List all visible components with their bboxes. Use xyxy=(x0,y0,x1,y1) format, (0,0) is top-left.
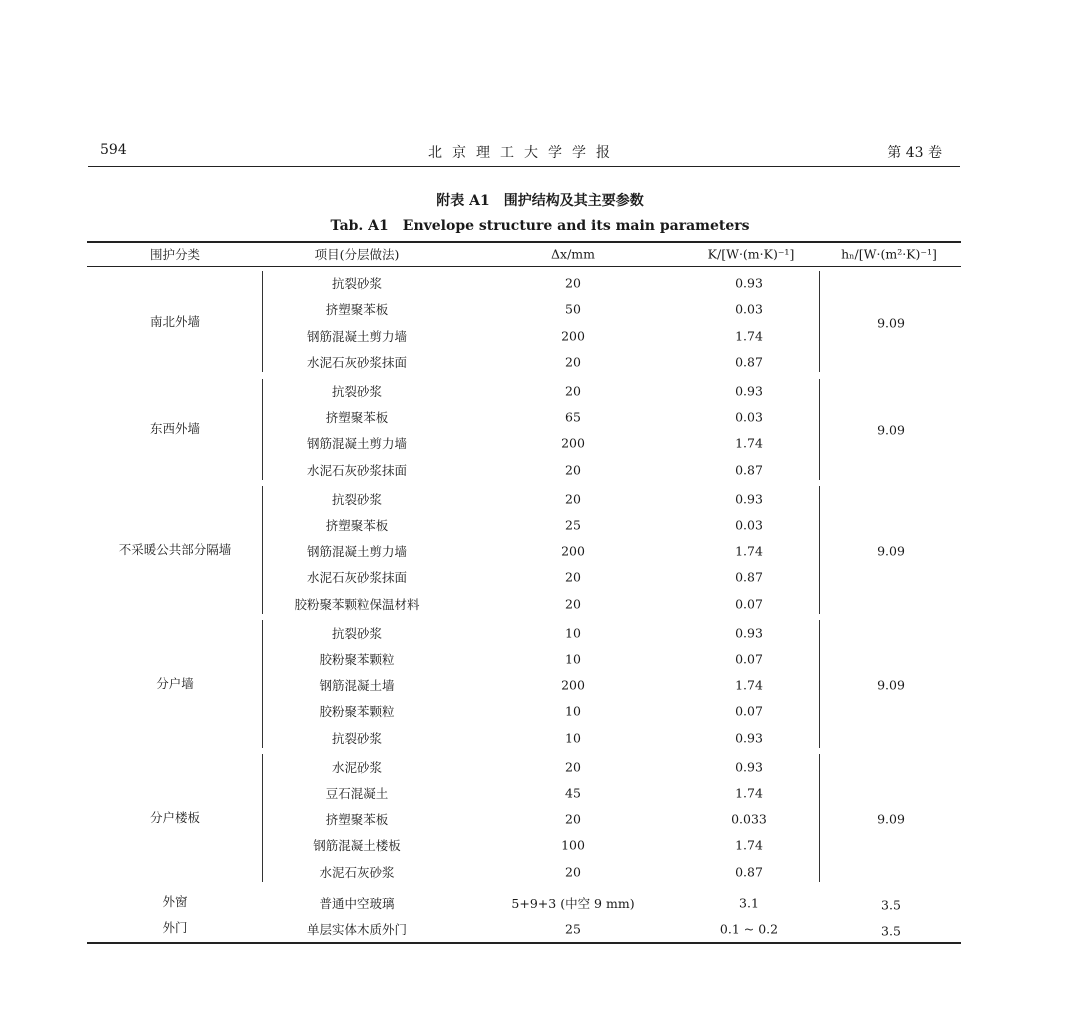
layer-item: 单层实体木质外门 xyxy=(306,921,408,937)
group-category: 不采暖公共部分隔墙 xyxy=(118,542,232,558)
layer-conductivity: 0.87 xyxy=(735,569,763,585)
group-left-divider xyxy=(262,271,263,372)
layer-item: 抗裂砂浆 xyxy=(331,276,383,292)
group-right-divider xyxy=(819,379,820,480)
layer-thickness: 20 xyxy=(565,354,581,370)
layer-conductivity: 0.93 xyxy=(735,730,763,746)
layer-conductivity: 1.74 xyxy=(735,543,763,559)
layer-conductivity: 1.74 xyxy=(735,837,763,853)
layer-thickness: 45 xyxy=(565,785,581,801)
layer-item: 钢筋混凝土墙 xyxy=(319,678,395,694)
table-header-rule xyxy=(87,266,961,267)
layer-thickness: 200 xyxy=(561,328,585,344)
group-surface-coefficient: 9.09 xyxy=(877,677,905,693)
layer-item: 钢筋混凝土剪力墙 xyxy=(306,436,408,452)
layer-conductivity: 0.03 xyxy=(735,409,763,425)
group-surface-coefficient: 9.09 xyxy=(877,811,905,827)
layer-conductivity: 0.93 xyxy=(735,491,763,507)
header-item: 项目(分层做法) xyxy=(314,247,400,262)
layer-thickness: 10 xyxy=(565,625,581,641)
group-left-divider xyxy=(262,620,263,748)
layer-item: 胶粉聚苯颗粒保温材料 xyxy=(294,596,420,612)
layer-conductivity: 1.74 xyxy=(735,677,763,693)
header-thickness: Δx/mm xyxy=(551,246,595,262)
layer-item: 水泥石灰砂浆抹面 xyxy=(306,570,408,586)
layer-conductivity: 0.033 xyxy=(731,811,767,827)
layer-thickness: 20 xyxy=(565,596,581,612)
layer-item: 普通中空玻璃 xyxy=(319,895,395,911)
group-left-divider xyxy=(262,486,263,614)
layer-conductivity: 1.74 xyxy=(735,785,763,801)
layer-item: 抗裂砂浆 xyxy=(331,383,383,399)
layer-item: 挤塑聚苯板 xyxy=(325,302,389,318)
layer-thickness: 20 xyxy=(565,759,581,775)
layer-thickness: 5+9+3 (中空 9 mm) xyxy=(511,895,635,911)
layer-item: 豆石混凝土 xyxy=(325,785,389,801)
group-left-divider xyxy=(262,754,263,882)
group-category: 分户楼板 xyxy=(149,810,201,826)
layer-item: 水泥石灰砂浆 xyxy=(319,864,395,880)
layer-item: 胶粉聚苯颗粒 xyxy=(319,651,395,667)
volume-label: 第 43 卷 xyxy=(887,145,942,161)
layer-item: 挤塑聚苯板 xyxy=(325,517,389,533)
layer-item: 抗裂砂浆 xyxy=(331,491,383,507)
layer-thickness: 10 xyxy=(565,730,581,746)
layer-conductivity: 0.87 xyxy=(735,864,763,880)
layer-item: 水泥石灰砂浆抹面 xyxy=(306,462,408,478)
group-right-divider xyxy=(819,754,820,882)
group-surface-coefficient: 9.09 xyxy=(877,315,905,331)
table-top-rule xyxy=(87,241,961,243)
layer-conductivity: 0.1 ~ 0.2 xyxy=(719,921,779,937)
layer-thickness: 200 xyxy=(561,677,585,693)
group-category: 外窗 xyxy=(162,893,188,909)
group-category: 分户墙 xyxy=(156,676,194,692)
table-caption-cn: 附表 A1 围护结构及其主要参数 xyxy=(436,193,644,209)
layer-thickness: 20 xyxy=(565,275,581,291)
layer-conductivity: 0.93 xyxy=(735,759,763,775)
layer-thickness: 100 xyxy=(561,837,585,853)
layer-conductivity: 1.74 xyxy=(735,328,763,344)
header-category: 围护分类 xyxy=(149,247,201,262)
journal-name: 北京理工大学学报 xyxy=(428,145,620,161)
page-header xyxy=(88,140,960,167)
layer-item: 钢筋混凝土楼板 xyxy=(313,838,401,854)
layer-conductivity: 0.03 xyxy=(735,301,763,317)
layer-item: 抗裂砂浆 xyxy=(331,730,383,746)
layer-item: 抗裂砂浆 xyxy=(331,625,383,641)
layer-conductivity: 0.93 xyxy=(735,383,763,399)
layer-item: 钢筋混凝土剪力墙 xyxy=(306,328,408,344)
layer-item: 水泥石灰砂浆抹面 xyxy=(306,355,408,371)
layer-thickness: 200 xyxy=(561,543,585,559)
layer-thickness: 20 xyxy=(565,864,581,880)
layer-conductivity: 0.87 xyxy=(735,462,763,478)
header-conductivity: K/[W·(m·K)⁻¹] xyxy=(707,246,795,262)
layer-conductivity: 0.07 xyxy=(735,651,763,667)
layer-thickness: 200 xyxy=(561,435,585,451)
table-bottom-rule xyxy=(87,942,961,944)
layer-thickness: 20 xyxy=(565,569,581,585)
layer-conductivity: 1.74 xyxy=(735,435,763,451)
layer-item: 胶粉聚苯颗粒 xyxy=(319,704,395,720)
layer-thickness: 50 xyxy=(565,301,581,317)
group-category: 外门 xyxy=(162,919,188,935)
layer-conductivity: 0.07 xyxy=(735,703,763,719)
layer-conductivity: 0.87 xyxy=(735,354,763,370)
group-right-divider xyxy=(819,486,820,614)
layer-item: 挤塑聚苯板 xyxy=(325,812,389,828)
layer-conductivity: 0.93 xyxy=(735,625,763,641)
layer-thickness: 10 xyxy=(565,703,581,719)
group-category: 南北外墙 xyxy=(149,313,201,329)
layer-thickness: 20 xyxy=(565,383,581,399)
layer-item: 钢筋混凝土剪力墙 xyxy=(306,544,408,560)
layer-thickness: 20 xyxy=(565,491,581,507)
table-caption-en: Tab. A1 Envelope structure and its main parameters xyxy=(330,218,750,234)
layer-conductivity: 0.03 xyxy=(735,517,763,533)
layer-conductivity: 3.1 xyxy=(739,895,759,911)
layer-thickness: 65 xyxy=(565,409,581,425)
layer-thickness: 10 xyxy=(565,651,581,667)
layer-thickness: 25 xyxy=(565,517,581,533)
group-surface-coefficient: 9.09 xyxy=(877,422,905,438)
layer-conductivity: 0.93 xyxy=(735,275,763,291)
group-surface-coefficient: 3.5 xyxy=(881,897,901,913)
group-left-divider xyxy=(262,379,263,480)
group-category: 东西外墙 xyxy=(149,421,201,437)
layer-conductivity: 0.07 xyxy=(735,596,763,612)
layer-thickness: 25 xyxy=(565,921,581,937)
layer-item: 挤塑聚苯板 xyxy=(325,410,389,426)
layer-thickness: 20 xyxy=(565,462,581,478)
group-right-divider xyxy=(819,620,820,748)
header-surface-coefficient: hₙ/[W·(m²·K)⁻¹] xyxy=(841,246,937,262)
group-right-divider xyxy=(819,271,820,372)
group-surface-coefficient: 3.5 xyxy=(881,923,901,939)
group-surface-coefficient: 9.09 xyxy=(877,543,905,559)
page-number: 594 xyxy=(100,142,127,158)
layer-thickness: 20 xyxy=(565,811,581,827)
layer-item: 水泥砂浆 xyxy=(331,759,383,775)
